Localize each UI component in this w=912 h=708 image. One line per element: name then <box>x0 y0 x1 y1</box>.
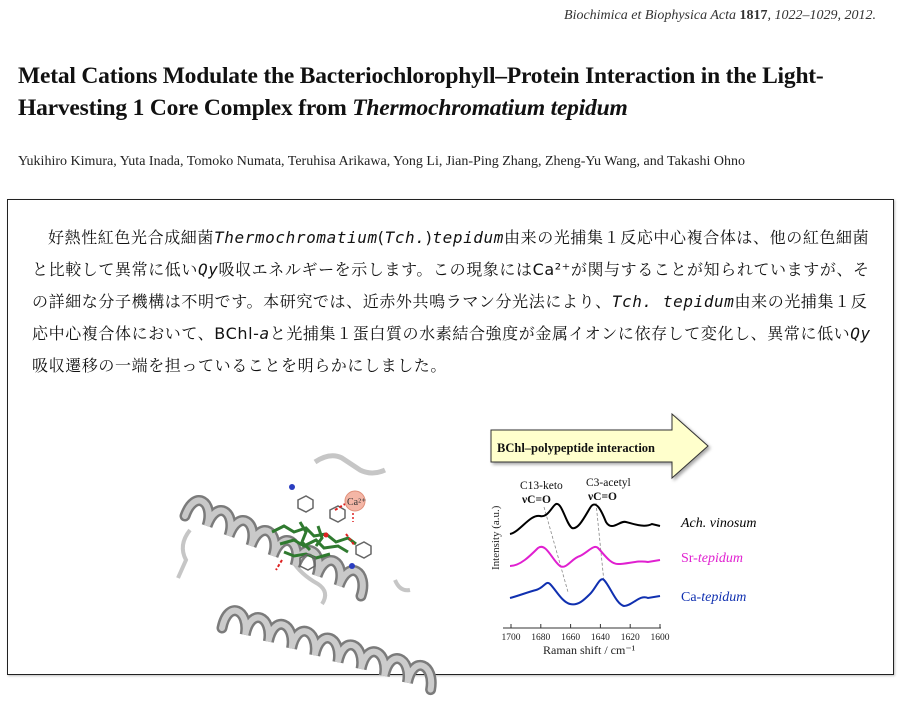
spectrum-sr-tepidum <box>510 547 660 567</box>
x-tick-label: 1660 <box>561 633 581 643</box>
abstract-seg: 好熱性紅色光合成細菌 <box>48 228 215 247</box>
abstract-genus: Thermochromatium <box>214 228 378 247</box>
ca-species: tepidum <box>701 590 747 605</box>
x-tick-label: 1640 <box>590 633 610 643</box>
y-axis-label: Intensity (a.u.) <box>490 505 502 570</box>
peak2-mode: νC=O <box>588 491 617 503</box>
pages: , 1022–1029, <box>767 8 845 23</box>
x-tick-label: 1680 <box>531 633 551 643</box>
sr-prefix: Sr- <box>681 551 698 566</box>
year: 2012. <box>844 8 876 23</box>
raman-chart <box>490 477 670 657</box>
lower-helix <box>220 585 433 708</box>
abstract-qy: Qy <box>850 324 871 343</box>
author-list: Yukihiro Kimura, Yuta Inada, Tomoko Numata, Teruhisa Arikawa, Yong Li, Jian-Ping Zhang, Zheng-Yu Wang, and Takashi Ohno <box>18 154 745 169</box>
abstract-species: tepidum <box>432 228 505 247</box>
legend-sr-tepidum <box>681 551 743 566</box>
peak1-mode: νC=O <box>522 494 551 506</box>
spectrum-ca-tepidum <box>510 579 660 606</box>
x-tick-label: 1620 <box>620 633 640 643</box>
title-main: Metal Cations Modulate the Bacteriochlorophyll–Protein Interaction in the Light-Harvesting 1 Core Complex from <box>18 63 824 121</box>
abstract-seg: 由来の光捕集１反応中心複合体において、BChl- <box>32 292 868 343</box>
ca-prefix: Ca- <box>681 590 702 605</box>
upper-helix <box>185 501 363 596</box>
x-tick-label: 1700 <box>501 633 521 643</box>
arrow-label: BChl–polypeptide interaction <box>497 441 655 455</box>
abstract-seg: 吸収遷移の一端を担っていることを明らかにしました。 <box>32 356 448 375</box>
peak1-label: C13-keto <box>520 480 563 492</box>
legend <box>680 516 756 605</box>
sr-species: tepidum <box>697 551 743 566</box>
peak2-label: C3-acetyl <box>586 477 631 489</box>
abstract-seg: ) <box>425 228 433 247</box>
legend-achvinosum: Ach. vinosum <box>681 516 757 531</box>
abstract-qy: Qy <box>198 260 219 279</box>
journal-name: Biochimica et Biophysica Acta <box>564 8 736 23</box>
abstract-seg: 吸収エネルギーを示します。この現象にはCa²⁺が関与することが知られていますが、その詳細な分子機構は不明です。本研究では、近赤外共鳴ラマン分光法により、 <box>32 260 870 311</box>
legend-ca-tepidum <box>681 590 746 605</box>
abstract-abbrev: Tch. <box>384 228 426 247</box>
volume: 1817 <box>739 8 768 23</box>
x-tick-label: 1600 <box>650 633 670 643</box>
title-species: Thermochromatium tepidum <box>352 95 628 121</box>
abstract-seg: ( <box>377 228 385 247</box>
x-axis-label: Raman shift / cm⁻¹ <box>543 643 636 657</box>
abstract-seg: 由来の光捕集１反応中心複合体は、他の紅色細菌と比較して異常に低い <box>32 228 870 279</box>
abstract-species-abbrev: Tch. tepidum <box>611 292 735 311</box>
protein-structure-image <box>178 456 432 708</box>
abstract-bchl-a: a <box>259 324 270 343</box>
abstract-seg: と光捕集１蛋白質の水素結合強度が金属イオンに依存して変化し、異常に低い <box>269 324 851 343</box>
ion-label: Ca²⁺ <box>347 497 367 508</box>
spectrum-achvinosum <box>510 504 660 534</box>
x-ticks <box>502 624 670 643</box>
